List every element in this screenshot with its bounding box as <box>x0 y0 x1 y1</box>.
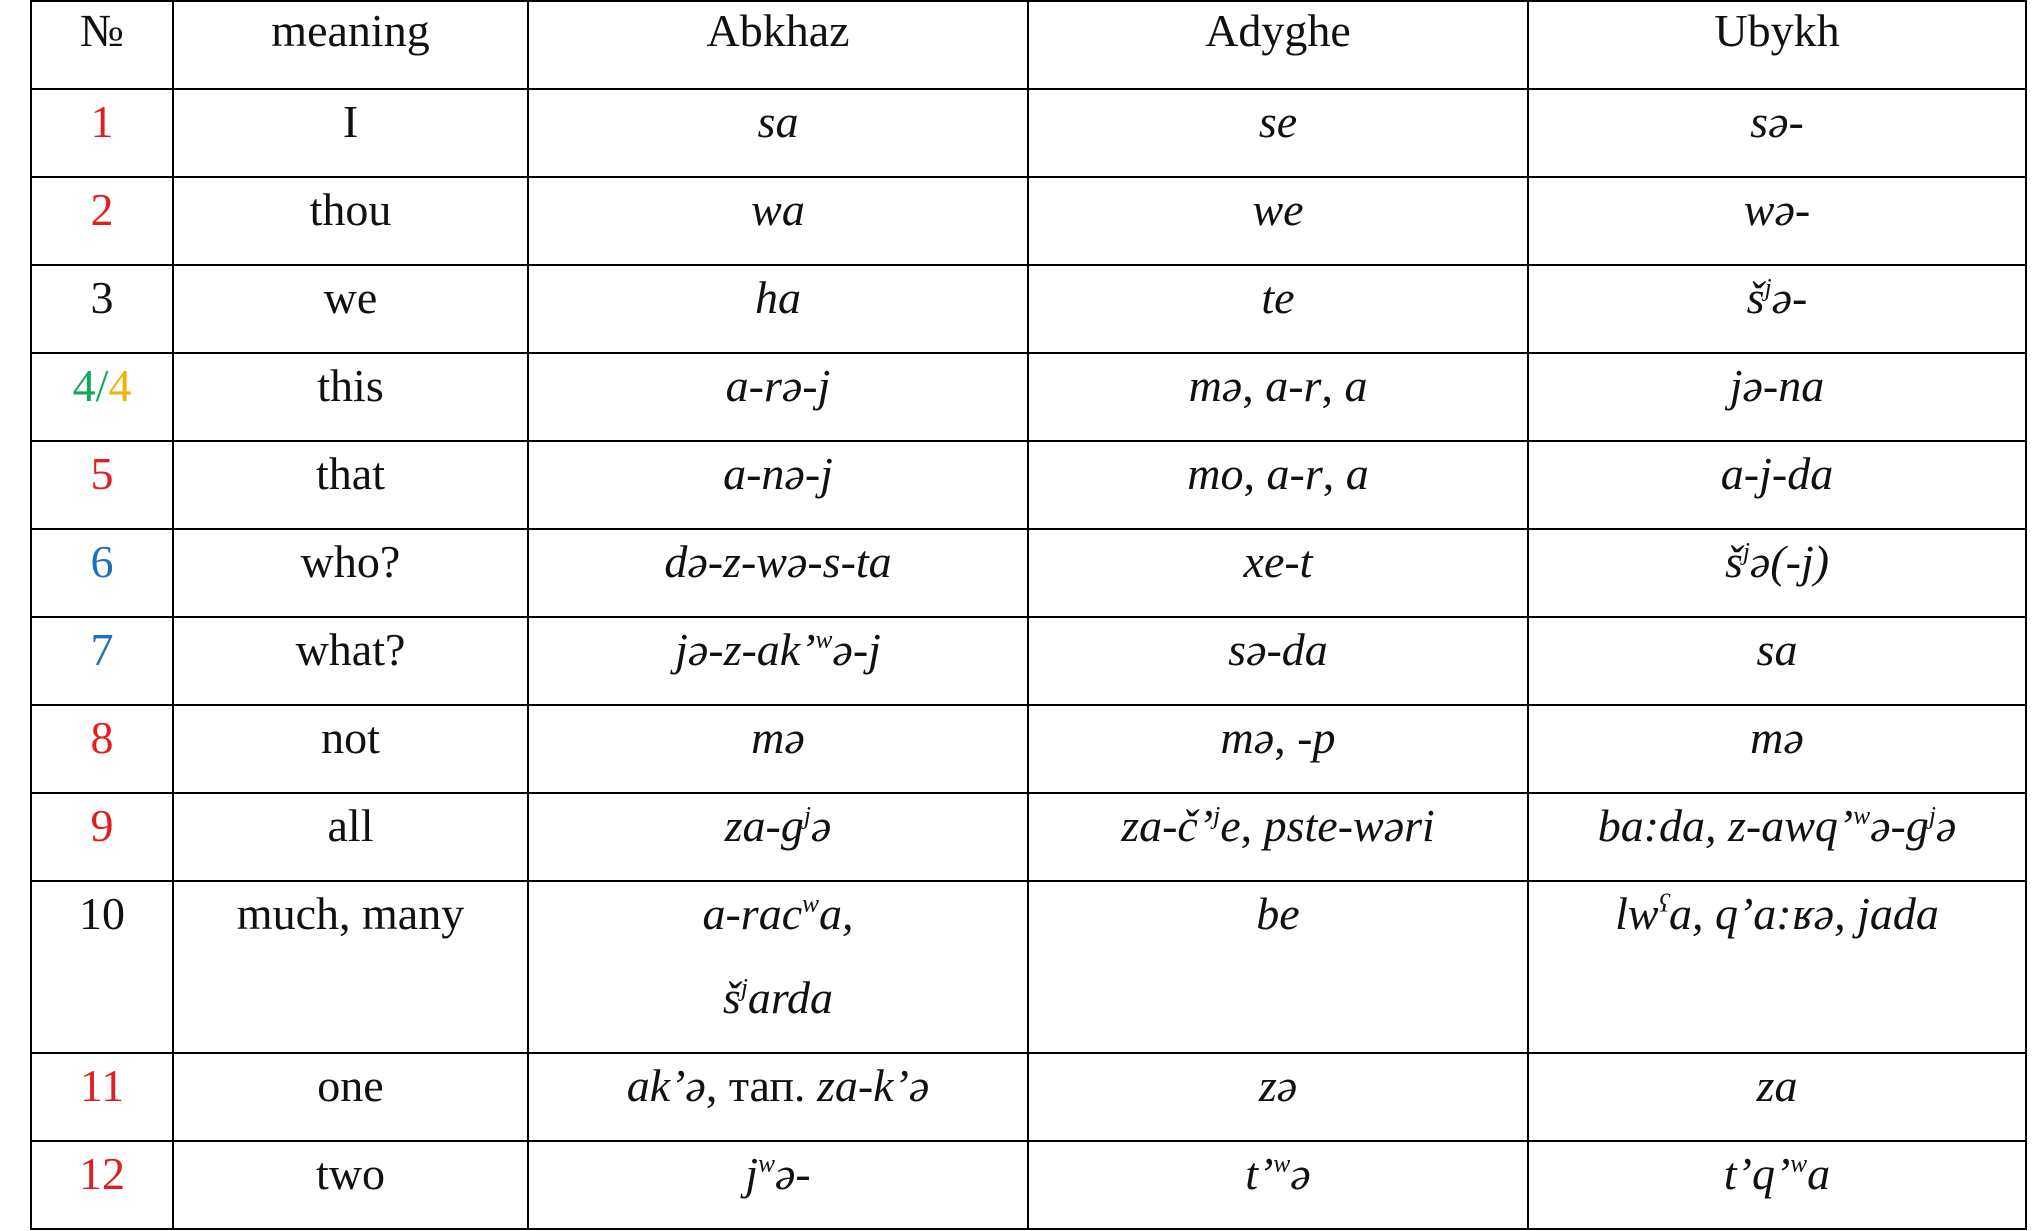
meaning-cell: we <box>173 265 528 353</box>
superscript: w <box>802 889 819 918</box>
abkhaz-cell: ha <box>528 265 1028 353</box>
separator: , <box>1243 448 1267 499</box>
abkhaz-text: ə <box>810 800 832 851</box>
abkhaz-cell: sa <box>528 89 1028 177</box>
superscript: j <box>803 801 811 830</box>
table-row <box>31 1141 2026 1229</box>
abkhaz-line <box>533 882 1023 946</box>
abkhaz-text: ak’ə <box>626 1060 706 1111</box>
adyghe-cell: we <box>1028 177 1528 265</box>
separator: , <box>1274 712 1298 763</box>
meaning-cell: who? <box>173 529 528 617</box>
meaning-cell: much, many <box>173 881 528 1053</box>
row-number: 12 <box>31 1141 173 1229</box>
abkhaz-text: a, <box>819 888 854 939</box>
header-meaning: meaning <box>173 1 528 89</box>
adyghe-text: ə <box>1290 1148 1311 1199</box>
meaning-cell: not <box>173 705 528 793</box>
abkhaz-text: za-g <box>724 800 804 851</box>
ubykh-text: š <box>1724 536 1743 587</box>
table-row <box>31 265 2026 353</box>
swadesh-comparison-table <box>30 0 2027 1230</box>
adyghe-cell <box>1028 353 1528 441</box>
adyghe-cell <box>1028 1141 1528 1229</box>
ubykh-cell: jə-na <box>1528 353 2026 441</box>
header-number: № <box>31 1 173 89</box>
abkhaz-note: , тап. <box>705 1060 817 1111</box>
abkhaz-cell <box>528 881 1028 1053</box>
adyghe-cell <box>1028 705 1528 793</box>
row-number: 3 <box>31 265 173 353</box>
ubykh-cell: a-j-da <box>1528 441 2026 529</box>
ubykh-text: lw <box>1615 888 1659 939</box>
abkhaz-text: za-k’ə <box>816 1060 930 1111</box>
superscript: j <box>1764 273 1772 302</box>
row-number: 9 <box>31 793 173 881</box>
abkhaz-text: j <box>745 1148 759 1199</box>
abkhaz-text: š <box>722 972 741 1023</box>
table-row <box>31 177 2026 265</box>
superscript: w <box>1273 1149 1291 1178</box>
ubykh-text: a, q’a:ʁə, jada <box>1668 888 1939 939</box>
row-number: 6 <box>31 529 173 617</box>
row-number-part: 4 <box>72 360 96 411</box>
abkhaz-cell: də-z-wə-s-ta <box>528 529 1028 617</box>
row-number-part: 4 <box>108 360 132 411</box>
ubykh-text: ə <box>1935 800 1957 851</box>
ubykh-cell: wə- <box>1528 177 2026 265</box>
header-adyghe: Adyghe <box>1028 1 1528 89</box>
superscript: w <box>1790 1149 1808 1178</box>
row-number: 11 <box>31 1053 173 1141</box>
table-row <box>31 617 2026 705</box>
table-row <box>31 881 2026 1053</box>
adyghe-cell: zə <box>1028 1053 1528 1141</box>
separator: , <box>1322 448 1346 499</box>
separator: , <box>1321 360 1345 411</box>
meaning-cell: one <box>173 1053 528 1141</box>
abkhaz-cell: a-nə-j <box>528 441 1028 529</box>
abkhaz-line <box>533 966 1023 1030</box>
adyghe-text: e <box>1220 800 1241 851</box>
superscript: ʕ <box>1658 889 1669 918</box>
ubykh-cell <box>1528 793 2026 881</box>
superscript: j <box>1213 801 1221 830</box>
meaning-cell: all <box>173 793 528 881</box>
ubykh-cell <box>1528 529 2026 617</box>
abkhaz-cell <box>528 617 1028 705</box>
table-header-row <box>31 1 2026 89</box>
meaning-cell: that <box>173 441 528 529</box>
abkhaz-text: ə- <box>774 1148 811 1199</box>
abkhaz-text: a-rac <box>702 888 803 939</box>
ubykh-text: t’q’ <box>1723 1148 1791 1199</box>
adyghe-text: za-č’ <box>1121 800 1214 851</box>
row-number: 1 <box>31 89 173 177</box>
adyghe-cell <box>1028 441 1528 529</box>
adyghe-cell: sə-da <box>1028 617 1528 705</box>
abkhaz-text: arda <box>747 972 834 1023</box>
adyghe-cell: te <box>1028 265 1528 353</box>
separator: , <box>1240 800 1264 851</box>
abkhaz-text: jə-z-ak’ <box>675 624 816 675</box>
ubykh-text: ə(-j) <box>1749 536 1830 587</box>
header-ubykh: Ubykh <box>1528 1 2026 89</box>
table-row <box>31 705 2026 793</box>
ubykh-cell: mə <box>1528 705 2026 793</box>
ubykh-text: ə- <box>1771 272 1808 323</box>
row-number: 5 <box>31 441 173 529</box>
abkhaz-cell <box>528 1053 1028 1141</box>
adyghe-cell: be <box>1028 881 1528 1053</box>
ubykh-text: ba:da, z-awq’ <box>1597 800 1854 851</box>
adyghe-text: t’ <box>1245 1148 1274 1199</box>
adyghe-text: a <box>1344 360 1368 411</box>
adyghe-text: a-r <box>1265 360 1322 411</box>
meaning-cell: I <box>173 89 528 177</box>
superscript: j <box>1742 537 1750 566</box>
adyghe-cell <box>1028 793 1528 881</box>
abkhaz-cell: a-rə-j <box>528 353 1028 441</box>
abkhaz-cell <box>528 793 1028 881</box>
adyghe-text: pste-wəri <box>1263 800 1435 851</box>
ubykh-cell: za <box>1528 1053 2026 1141</box>
adyghe-text: mə <box>1188 360 1243 411</box>
superscript: j <box>1928 801 1936 830</box>
adyghe-text: a-r <box>1266 448 1323 499</box>
header-abkhaz: Abkhaz <box>528 1 1028 89</box>
superscript: w <box>758 1149 775 1178</box>
abkhaz-text: ə-j <box>832 624 881 675</box>
adyghe-text: mo <box>1187 448 1244 499</box>
ubykh-cell <box>1528 265 2026 353</box>
ubykh-cell <box>1528 1141 2026 1229</box>
separator: , <box>1242 360 1266 411</box>
table-row <box>31 89 2026 177</box>
ubykh-text: ə-g <box>1870 800 1929 851</box>
adyghe-cell: xe-t <box>1028 529 1528 617</box>
row-number: 2 <box>31 177 173 265</box>
abkhaz-cell <box>528 1141 1028 1229</box>
row-number <box>31 353 173 441</box>
table-row <box>31 353 2026 441</box>
adyghe-text: -p <box>1297 712 1336 763</box>
superscript: j <box>740 973 748 1002</box>
table-row <box>31 441 2026 529</box>
meaning-cell: this <box>173 353 528 441</box>
superscript: w <box>815 625 833 654</box>
ubykh-cell: sa <box>1528 617 2026 705</box>
ubykh-cell <box>1528 881 2026 1053</box>
table-row <box>31 1053 2026 1141</box>
row-number: 10 <box>31 881 173 1053</box>
row-number: 8 <box>31 705 173 793</box>
adyghe-text: mə <box>1220 712 1275 763</box>
meaning-cell: thou <box>173 177 528 265</box>
superscript: w <box>1853 801 1871 830</box>
ubykh-text: a <box>1807 1148 1831 1199</box>
table-row <box>31 529 2026 617</box>
ubykh-text: š <box>1746 272 1765 323</box>
abkhaz-cell: mə <box>528 705 1028 793</box>
table-row <box>31 793 2026 881</box>
adyghe-text: a <box>1345 448 1369 499</box>
abkhaz-cell: wa <box>528 177 1028 265</box>
adyghe-cell: se <box>1028 89 1528 177</box>
meaning-cell: what? <box>173 617 528 705</box>
meaning-cell: two <box>173 1141 528 1229</box>
ubykh-cell: sə- <box>1528 89 2026 177</box>
row-number: 7 <box>31 617 173 705</box>
row-number-separator: / <box>95 360 109 411</box>
